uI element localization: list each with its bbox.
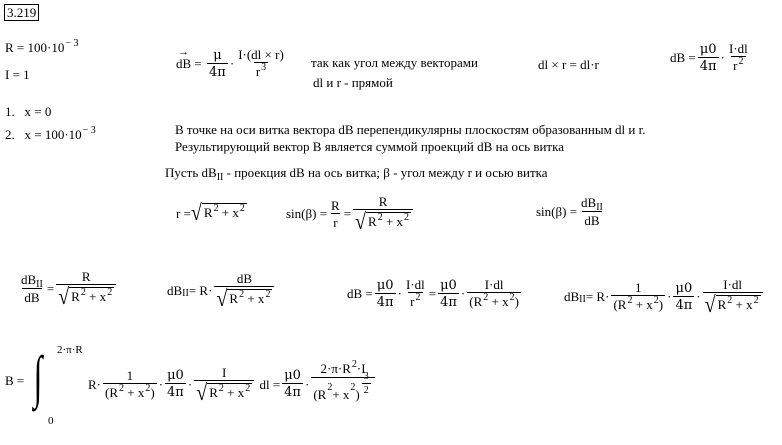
- paragraph-2: Результирующий вектор B является суммой проекций dB на ось витка: [175, 139, 564, 154]
- given-R-exp: − 3: [65, 38, 79, 49]
- integral-sign: ∫: [33, 344, 43, 409]
- eq-cross-product: dl × r = dl·r: [538, 57, 599, 72]
- case-1: [5, 105, 51, 118]
- paragraph-1: В точке на оси витка вектора dB перепендикулярны плоскостям образованным dl и r.: [175, 122, 646, 137]
- given-R-text: R = 100·10: [5, 40, 65, 55]
- eq-dB-vector: → dB = $\frac{\mu}{4\pi}$ · $\frac{I\cdot(dl \times r)}{r^3}$: [176, 48, 288, 79]
- eq1-main-frac: $\frac{I\cdot(dl \times r)}{r^3}$: [238, 47, 284, 79]
- eq1-comment-2: dl и r - прямой: [313, 75, 393, 90]
- eq-dBII-1: dB II = R· dB √ $R^2 + x^2$: [167, 272, 276, 309]
- eq11-lhs: B =: [5, 373, 25, 388]
- eq-r: r = √ $R^2 + x^2$: [176, 200, 245, 226]
- eq-sin-beta-2: sin(β) = $\frac{dB_{II}}{dB}$: [536, 195, 603, 228]
- case-2-exp: − 3: [82, 125, 96, 136]
- eq-dBII-2: dB II = R· $\frac{1}{(R^2 + x^2)}$ · $\frac{\mu 0}{4\pi}$ · I·dl √ $R^2 + x^2$: [564, 278, 765, 315]
- case-2-text: x = 100·10: [24, 127, 82, 142]
- problem-number: 3.219: [4, 4, 39, 21]
- eq-sin-beta-1: sin(β) = $\frac{R}{r}$ = R √ $R^2 + x^2$: [286, 195, 415, 232]
- case-2-num: 2.: [5, 127, 15, 142]
- case-1-text: x = 0: [24, 104, 52, 119]
- case-2: [5, 125, 96, 142]
- case-1-num: 1.: [5, 104, 15, 119]
- eq-integral: R· $\frac{1}{(R^2 + x^2)}$ · $\frac{\mu 0}{4\pi}$ · I √ $R^2 + x^2$ dl = $\frac{\mu 0}{4\pi}$ · $2\cdot\pi\cdot R^2\cdot I$ (R 2 + x 2 ) $\frac{3}{2}$: [88, 362, 377, 406]
- given-I: I = 1: [5, 67, 30, 82]
- eq1-lhs: → dB: [176, 57, 191, 70]
- integral-lower: 0: [48, 415, 54, 427]
- eq-dB-scalar: dB = $\frac{\mu 0}{4\pi}$ · $\frac{I\cdot dl}{r^2}$: [670, 41, 748, 74]
- eq-ratio: $\frac{dB_{II}}{dB}$ = R √ $R^2 + x^2$: [17, 270, 118, 307]
- eq-dB-expanded: dB = $\frac{\mu 0}{4\pi}$ · $\frac{I\cdot dl}{r^2}$ = $\frac{\mu 0}{4\pi}$ · $\frac{I\cdot dl}{(R^2 + x^2)}$: [347, 277, 519, 310]
- given-R: [5, 38, 79, 55]
- paragraph-3: Пусть $dB_{II}$ - проекция dB на ось витка; β - угол между r и осью витка: [165, 165, 548, 183]
- eq1-mu-frac: $\frac{\mu}{4\pi}$: [209, 47, 226, 80]
- eq11-result-frac: $2\cdot\pi\cdot R^2\cdot I$ (R 2 + x 2 ) $\frac{3}{2}$: [311, 362, 374, 406]
- integral-upper: 2·π·R: [57, 344, 83, 356]
- eq1-comment-1: так как угол между векторами: [311, 55, 478, 70]
